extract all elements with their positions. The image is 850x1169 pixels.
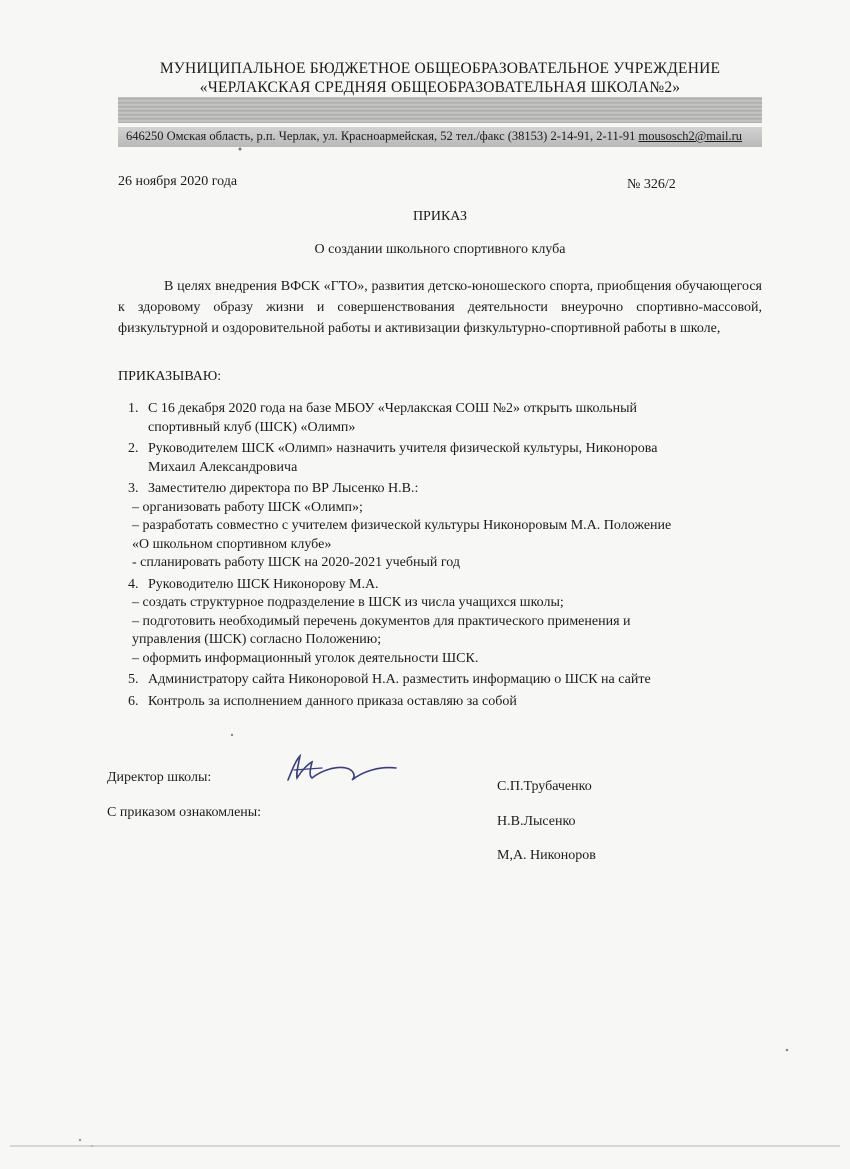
list-item	[118, 480, 778, 573]
order-date: 26 ноября 2020 года	[118, 174, 238, 189]
item-text-line: спортивный клуб (ШСК) «Олимп»	[148, 419, 356, 435]
acknowledged-label: С приказом ознакомлены:	[107, 805, 262, 820]
item-number: 2.	[128, 441, 139, 456]
order-title: ПРИКАЗ	[412, 209, 468, 224]
item-number: 6.	[128, 693, 139, 709]
director-name: С.П.Трубаченко	[497, 779, 592, 794]
item-number: 4.	[128, 576, 139, 592]
sub-item-line: управления (ШСК) согласно Положению;	[132, 632, 382, 647]
item-number: 1.	[128, 401, 139, 416]
list-item	[118, 400, 778, 437]
sub-item-line: – создать структурное подразделение в ШСК из числа учащихся школы;	[132, 595, 564, 610]
list-item	[118, 693, 778, 712]
item-text-line: С 16 декабря 2020 года на базе МБОУ «Черлакская СОШ №2» открыть школьный	[148, 401, 638, 416]
letterhead-band	[118, 97, 762, 123]
handwritten-signature	[282, 748, 402, 788]
acknowledged-name: М,А. Никоноров	[497, 848, 596, 863]
sub-item-line: – подготовить необходимый перечень документов для практического применения и	[132, 613, 631, 629]
sub-item-line: «О школьном спортивном клубе»	[132, 536, 332, 552]
org-name-line-1: МУНИЦИПАЛЬНОЕ БЮДЖЕТНОЕ ОБЩЕОБРАЗОВАТЕЛЬНОЕ УЧРЕЖДЕНИЕ	[159, 60, 721, 77]
item-text-line: Михаил Александровича	[148, 459, 298, 475]
order-subject: О создании школьного спортивного клуба	[314, 242, 566, 257]
item-number: 5.	[128, 672, 139, 687]
item-text-line: Контроль за исполнением данного приказа оставляю за собой	[148, 693, 517, 709]
item-text-line: Руководителем ШСК «Олимп» назначить учителя физической культуры, Никонорова	[148, 441, 658, 456]
acknowledged-name: Н.В.Лысенко	[497, 814, 576, 829]
sub-item-line: – разработать совместно с учителем физической культуры Никоноровым М.А. Положение	[132, 518, 672, 533]
item-text-line: Администратору сайта Никоноровой Н.А. разместить информацию о ШСК на сайте	[148, 672, 651, 687]
item-text-line: Руководителю ШСК Никонорову М.А.	[148, 576, 379, 592]
item-number: 3.	[128, 481, 139, 496]
list-item	[118, 576, 778, 669]
org-name-line-2: «ЧЕРЛАКСКАЯ СРЕДНЯЯ ОБЩЕОБРАЗОВАТЕЛЬНАЯ ШКОЛА№2»	[199, 79, 681, 96]
email-link[interactable]: mousosch2@mail.ru	[638, 129, 743, 143]
director-label: Директор школы:	[107, 770, 212, 785]
address-text: 646250 Омская область, р.п. Черлак, ул. Красноармейская, 52 тел./факс (38153) 2-14-91, 2-11-91	[126, 129, 639, 143]
list-item	[118, 440, 778, 477]
sub-item-line: – оформить информационный уголок деятельности ШСК.	[132, 650, 479, 666]
org-address	[118, 127, 762, 147]
preamble-paragraph: В целях внедрения ВФСК «ГТО», развития детско-юношеского спорта, приобщения обучающегося к здоровому образу жизни и совершенствования деятельности внеурочно спортивно-массовой, физкультурной и оздоровительной работы и активизации физкультурно-спортивной работы в школе,	[118, 279, 762, 336]
order-number: № 326/2	[627, 177, 676, 192]
item-text-line: Заместителю директора по ВР Лысенко Н.В.:	[148, 481, 419, 496]
order-word: ПРИКАЗЫВАЮ:	[118, 369, 222, 384]
sub-item-line: - спланировать работу ШСК на 2020-2021 учебный год	[132, 555, 460, 570]
sub-item-line: – организовать работу ШСК «Олимп»;	[132, 499, 363, 515]
order-items-list	[118, 400, 778, 714]
list-item	[118, 671, 778, 690]
